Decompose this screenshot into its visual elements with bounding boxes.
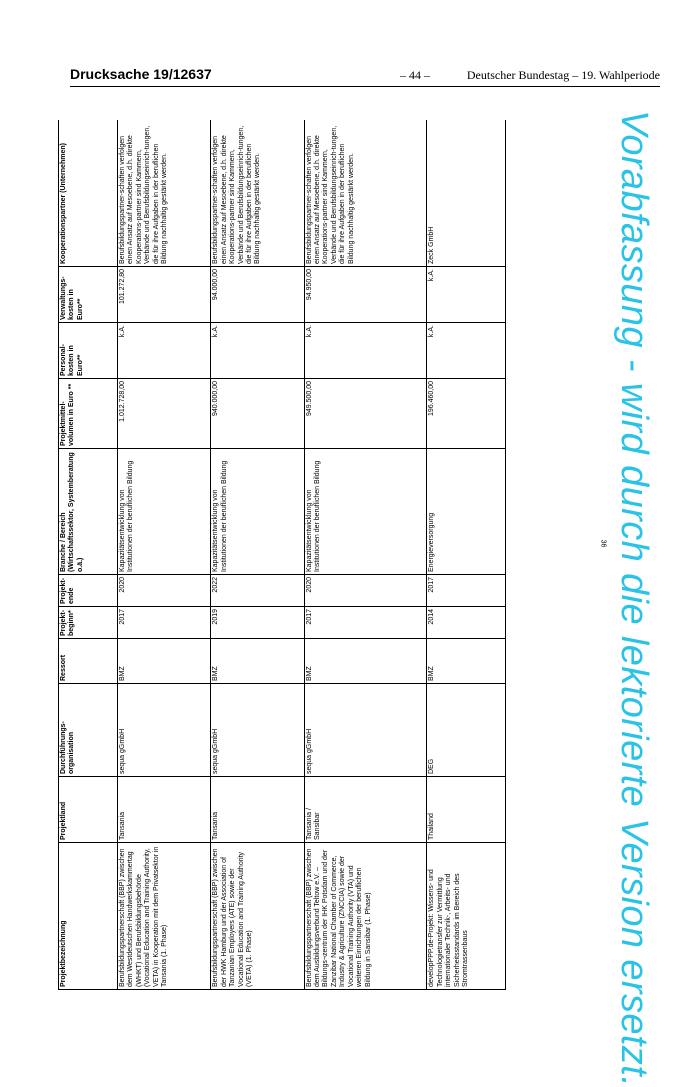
cell-ressort: BMZ — [211, 639, 304, 684]
table-row — [427, 120, 506, 990]
col-header: Projektbezeichnung — [59, 843, 118, 990]
cell-organisation: DEG — [427, 684, 506, 777]
cell-partner: Berufsbildungspartner-schaften verfolgen einen Ansatz auf Mesoebene, d.h. direkte Kooperations-partner sind Kammern, Verbände und Berufsbildungseinrich-tungen, die für ihre Aufgaben in der beruflichen Bildung nachhaltig gestärkt werden. — [118, 120, 211, 267]
draft-watermark: Vorabfassung - wird durch die lektorierte Version ersetzt. — [613, 110, 655, 1087]
col-header: Durchführungs-organisation — [59, 684, 118, 777]
col-header: Projektland — [59, 777, 118, 843]
col-header: Personal-kosten in Euro** — [59, 323, 118, 379]
cell-organisation: sequa gGmbH — [211, 684, 304, 777]
rotated-page-number: 36 — [599, 539, 607, 548]
drucksache-number: 12637 — [172, 66, 212, 82]
cell-land: Tansania — [211, 777, 304, 843]
col-header: Projekt-beginn* — [59, 607, 118, 639]
cell-partner: Berufsbildungspartner-schaften verfolgen einen Ansatz auf Mesoebene, d.h. direkte Kooperations-partner sind Kammern, Verbände und Berufsbildungseinrich-tungen, die für ihre Aufgaben in der beruflichen Bildung nachhaltig gestärkt werden. — [304, 120, 427, 267]
cell-land: Thailand — [427, 777, 506, 843]
cell-beginn: 2017 — [304, 607, 427, 639]
rotated-table-area — [58, 120, 506, 990]
col-header: Branche / Bereich (Wirtschaftssektor, Systemberatung o.ä.) — [59, 449, 118, 575]
cell-beginn: 2014 — [427, 607, 506, 639]
cell-beginn: 2017 — [118, 607, 211, 639]
institution-label: Deutscher Bundestag – 19. Wahlperiode — [466, 68, 660, 82]
cell-bezeichnung: Berufsbildungspartnerschaft (BBP) zwischen dem Westdeutschen Handwerkskammertag (WHKT) und Berufsbildungsbehörde (Vocational Education and Training Authority, VETA) in Kooperation mit dem Privatsektor in Tansania (1. Phase) — [118, 843, 211, 990]
cell-ende: 2022 — [211, 575, 304, 607]
cell-volumen: 949.500,00 — [304, 379, 427, 449]
cell-ende: 2017 — [427, 575, 506, 607]
cell-verwaltung: k.A. — [427, 267, 506, 323]
page-indicator: – 44 – — [400, 68, 430, 82]
table-row — [211, 120, 304, 990]
col-header: Projektmittel-volumen in Euro ** — [59, 379, 118, 449]
table-header-row — [59, 120, 118, 990]
cell-partner: Berufsbildungspartner-schaften verfolgen einen Ansatz auf Mesoebene, d.h. direkte Kooperations-partner sind Kammern, Verbände und Berufsbildungseinrich-tungen, die für ihre Aufgaben in der beruflichen Bildung nachhaltig gestärkt werden. — [211, 120, 304, 267]
cell-ende: 2020 — [304, 575, 427, 607]
cell-personal: k.A. — [211, 323, 304, 379]
cell-verwaltung: 94.950,00 — [304, 267, 427, 323]
cell-partner: Zeck GmbH — [427, 120, 506, 267]
col-header: Projekt-ende — [59, 575, 118, 607]
cell-personal: k.A. — [427, 323, 506, 379]
cell-personal: k.A. — [118, 323, 211, 379]
cell-bezeichnung: Berufsbildungspartnerschaft (BBP) zwischen dem Ausbildungsverbund Teltow e.V. – Bildungs¬zentrum der IHK Potsdam und der Zanzibar National Chamber of Commerce, Industry & Agriculture (ZNCCIA) sowie der Vocational Training Authority (VTA) und weiteren Einrichtungen der beruflichen Bildung in Sansibar (1. Phase) — [304, 843, 427, 990]
header-rule — [70, 86, 660, 87]
drucksache-label — [70, 66, 212, 82]
cell-land: Tansania — [118, 777, 211, 843]
project-table — [58, 120, 506, 990]
cell-volumen: 196.460,00 — [427, 379, 506, 449]
cell-ende: 2020 — [118, 575, 211, 607]
cell-bezeichnung: Berufsbildungspartnerschaft (BBP) zwischen der HWK Hamburg und der Association of Tanzanian Employers (ATE) sowie der Vocational Education and Training Authority (VETA) (1. Phase) — [211, 843, 304, 990]
cell-ressort: BMZ — [118, 639, 211, 684]
cell-ressort: BMZ — [304, 639, 427, 684]
cell-volumen: 940.000,00 — [211, 379, 304, 449]
cell-ressort: BMZ — [427, 639, 506, 684]
drucksache-prefix: Drucksache 19/ — [70, 66, 173, 82]
cell-branche: Kapazitätsentwicklung von Institutionen der beruflichen Bildung — [118, 449, 211, 575]
cell-branche: Energieversorgung — [427, 449, 506, 575]
cell-branche: Kapazitätsentwicklung von Institutionen der beruflichen Bildung — [211, 449, 304, 575]
table-row — [304, 120, 427, 990]
col-header: Verwaltungs-kosten in Euro** — [59, 267, 118, 323]
cell-organisation: sequa gGmbH — [304, 684, 427, 777]
cell-branche: Kapazitätsentwicklung von Institutionen der beruflichen Bildung — [304, 449, 427, 575]
cell-organisation: sequa gGmbH — [118, 684, 211, 777]
page-header — [70, 66, 660, 88]
cell-verwaltung: 94.000,00 — [211, 267, 304, 323]
cell-bezeichnung: developPPP.de-Projekt: Wissens- und Technologietransfer zur Vermittlung internationaler Technik-, Arbeits- und Sicherheitsstandards im Bereich des Stromtrassenbaus — [427, 843, 506, 990]
cell-verwaltung: 101.272,80 — [118, 267, 211, 323]
cell-volumen: 1.012.728,00 — [118, 379, 211, 449]
table-row — [118, 120, 211, 990]
col-header: Ressort — [59, 639, 118, 684]
cell-beginn: 2019 — [211, 607, 304, 639]
cell-land: Tansania / Sansibar — [304, 777, 427, 843]
col-header: Kooperationspartner (Unternehmen) — [59, 120, 118, 267]
cell-personal: k.A. — [304, 323, 427, 379]
